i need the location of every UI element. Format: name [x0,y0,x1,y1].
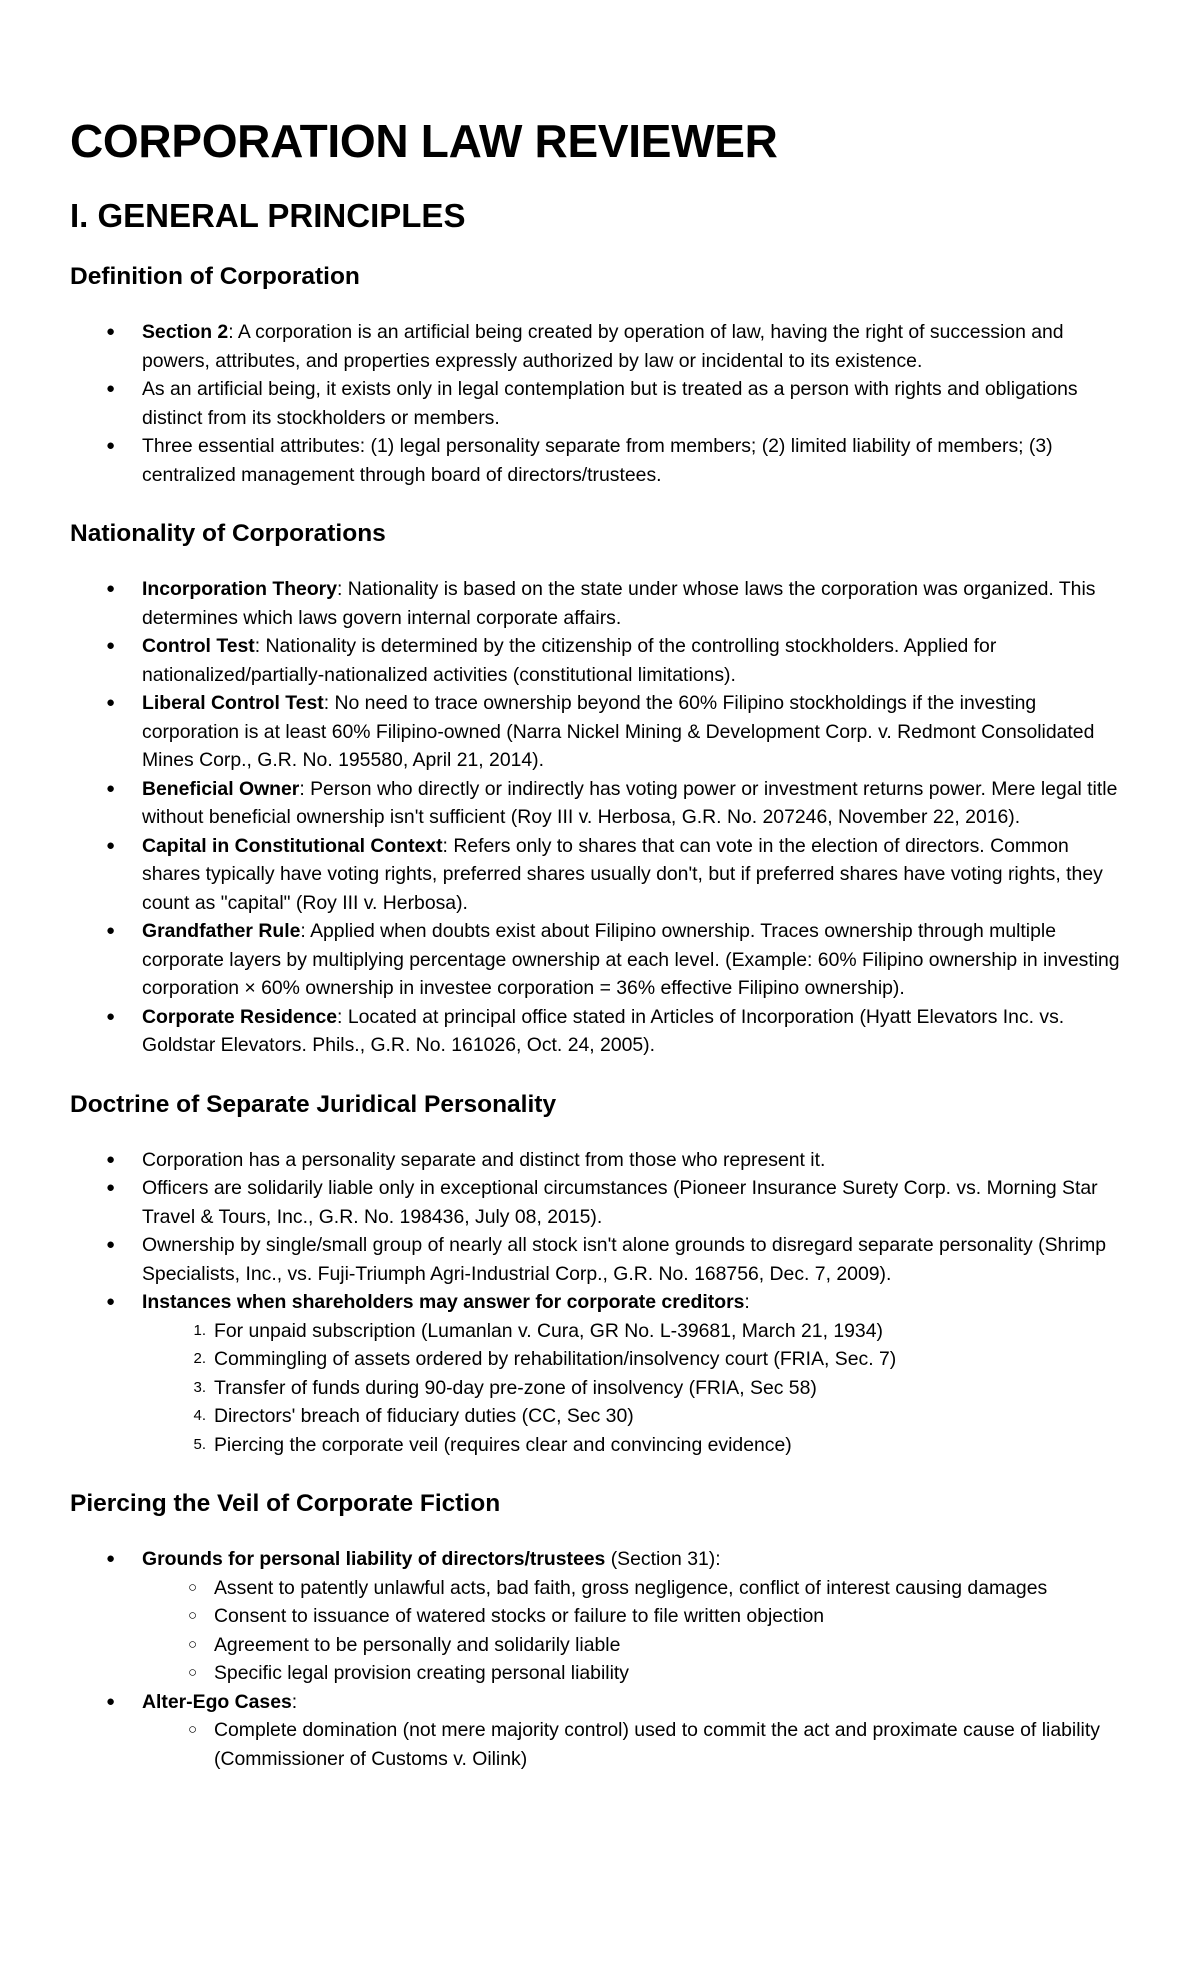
bullet-icon: ● [106,380,116,397]
item-text: : Applied when doubts exist about Filipino ownership. Traces ownership through multiple corporate layers by multiplying percentage ownership at each level. (Example: 60% Filipino ownership in investing corporation × 60% ownership in investee corporation = 36% effective Filipino ownership). [142,920,1120,999]
bullet-icon: ● [106,580,116,597]
nationality-section [70,517,1130,1060]
item-term: Instances when shareholders may answer for corporate creditors [142,1291,745,1313]
list-item [70,832,1130,918]
bullet-icon: ● [106,637,116,654]
separate-personality-section [70,1088,1130,1460]
circle-bullet-icon: ○ [188,1607,198,1624]
item-text: : Located at principal office stated in Articles of Incorporation (Hyatt Elevators Inc. vs. Goldstar Elevators. Phils., G.R. No. 161026, Oct. 24, 2005). [142,1005,1065,1056]
sub-item [142,1631,1130,1660]
piercing-section [70,1487,1130,1773]
bullet-icon: ● [106,1150,116,1168]
item-text: : Refers only to shares that can vote in the election of directors. Common shares typically have voting rights, preferred shares usually don't, but if preferred shares have voting rights, they count as "capital" (Roy III v. Herbosa). [142,834,1103,914]
item-text: Commingling of assets ordered by rehabilitation/insolvency court (FRIA, Sec. 7) [214,1348,897,1370]
item-text: Ownership by single/small group of nearly all stock isn't alone grounds to disregard separate personality (Shrimp Specialists, Inc., vs. Fuji-Triumph Agri-Industrial Corp., G.R. No. 168756, Dec. 7, 2009). [142,1234,1107,1285]
item-text: Three essential attributes: (1) legal personality separate from members; (2) limited liability of members; (3) centralized management through board of directors/trustees. [142,435,1053,486]
item-text: Corporation has a personality separate and distinct from those who represent it. [142,1148,826,1171]
item-text: Assent to patently unlawful acts, bad faith, gross negligence, conflict of interest causing damages [214,1576,1048,1599]
bullet-icon: ● [106,694,116,711]
item-text: Piercing the corporate veil (requires clear and convincing evidence) [214,1433,792,1456]
item-number: 4. [193,1407,206,1424]
item-number: 1. [193,1321,206,1339]
item-text: : Nationality is based on the state under whose laws the corporation was organized. This determines which laws govern internal corporate affairs. [142,578,1096,629]
item-number: 2. [193,1350,206,1367]
bullet-icon: ● [106,1236,116,1253]
item-term: Liberal Control Test [142,692,324,714]
list-item [70,575,1130,632]
circle-bullet-icon: ○ [188,1578,198,1596]
numbered-item [142,1317,1130,1346]
nationality-list [70,565,1130,1060]
sub-list [142,1574,1130,1688]
item-text: : [744,1291,750,1313]
list-item [70,318,1130,375]
circle-bullet-icon: ○ [188,1664,198,1681]
item-term: Beneficial Owner [142,777,300,800]
piercing-list [70,1535,1130,1773]
item-text: Agreement to be personally and solidarily liable [214,1633,621,1656]
bullet-icon: ● [106,1550,116,1567]
bullet-icon: ● [106,1179,116,1196]
item-text: (Section 31): [605,1548,721,1570]
document-page [70,112,1130,1801]
list-item [70,1003,1130,1060]
list-item [70,1545,1130,1688]
item-term: Control Test [142,635,255,657]
sub-list [142,1716,1130,1773]
numbered-item [142,1374,1130,1403]
item-term: Capital in Constitutional Context [142,834,443,857]
list-item [70,632,1130,689]
item-text: As an artificial being, it exists only in legal contemplation but is treated as a person with rights and obligations distinct from its stockholders or members. [142,378,1078,429]
item-text: Specific legal provision creating personal liability [214,1662,629,1684]
bullet-icon: ● [106,1692,116,1710]
item-term: Corporate Residence [142,1005,338,1028]
item-text: Transfer of funds during 90-day pre-zone of insolvency (FRIA, Sec 58) [214,1376,817,1399]
list-item [70,1146,1130,1175]
numbered-item [142,1431,1130,1460]
item-text: Officers are solidarily liable only in exceptional circumstances (Pioneer Insurance Surety Corp. vs. Morning Star Travel & Tours, Inc., G.R. No. 198436, July 08, 2015). [142,1177,1098,1228]
circle-bullet-icon: ○ [188,1635,198,1653]
item-text: For unpaid subscription (Lumanlan v. Cura, GR No. L-39681, March 21, 1934) [214,1319,883,1342]
list-item [70,1288,1130,1459]
numbered-item [142,1345,1130,1374]
nationality-heading: Nationality of Corporations [70,520,386,547]
document-title: CORPORATION LAW REVIEWER [70,115,778,167]
sub-item [142,1659,1130,1688]
list-item [70,1688,1130,1774]
list-item [70,775,1130,832]
definition-heading: Definition of Corporation [70,263,360,290]
separate-personality-heading: Doctrine of Separate Juridical Personality [70,1090,557,1118]
bullet-icon: ● [106,779,116,797]
bullet-icon: ● [106,836,116,854]
item-text: : A corporation is an artificial being created by operation of law, having the right of succession and powers, attributes, and properties expressly authorized by law or incidental to its existence. [142,321,1064,372]
item-term: Grandfather Rule [142,920,301,942]
item-text: : [291,1690,298,1713]
item-number: 3. [193,1378,206,1396]
sub-item [142,1716,1130,1773]
piercing-heading: Piercing the Veil of Corporate Fiction [70,1490,501,1517]
numbered-list [142,1317,1130,1460]
item-text: : No need to trace ownership beyond the 60% Filipino stockholdings if the investing corporation is at least 60% Filipino-owned (Narra Nickel Mining & Development Corp. v. Redmont Consolidated Mines Corp., G.R. No. 195580, April 21, 2014). [142,692,1095,771]
bullet-icon: ● [106,437,116,454]
numbered-item [142,1402,1130,1431]
list-item [70,689,1130,775]
bullet-icon: ● [106,323,116,340]
list-item [70,1174,1130,1231]
item-term: Alter-Ego Cases [142,1690,292,1713]
item-term: Incorporation Theory [142,578,337,600]
item-text: Directors' breach of fiduciary duties (CC, Sec 30) [214,1405,634,1427]
bullet-icon: ● [106,1007,116,1025]
item-text: Consent to issuance of watered stocks or failure to file written objection [214,1605,825,1627]
list-item [70,917,1130,1003]
list-item [70,432,1130,489]
item-text: Complete domination (not mere majority control) used to commit the act and proximate cause of liability (Commissioner of Customs v. Oilink) [214,1719,1100,1770]
bullet-icon: ● [106,1293,116,1310]
item-number: 5. [193,1435,206,1453]
definition-section [70,260,1130,489]
item-text: : Nationality is determined by the citizenship of the controlling stockholders. Applied for nationalized/partially-nationalized activities (constitutional limitations). [142,635,997,686]
sub-item [142,1574,1130,1603]
definition-list [70,308,1130,489]
section-heading: I. GENERAL PRINCIPLES [70,197,466,234]
bullet-icon: ● [106,922,116,939]
separate-personality-list [70,1136,1130,1460]
list-item [70,375,1130,432]
circle-bullet-icon: ○ [188,1721,198,1738]
sub-item [142,1602,1130,1631]
item-term: Section 2 [142,321,229,343]
list-item [70,1231,1130,1288]
item-text: : Person who directly or indirectly has voting power or investment returns power. Mere legal title without beneficial ownership isn't sufficient (Roy III v. Herbosa, G.R. No. 207246, November 22, 2016). [142,777,1118,828]
item-term: Grounds for personal liability of directors/trustees [142,1548,606,1570]
